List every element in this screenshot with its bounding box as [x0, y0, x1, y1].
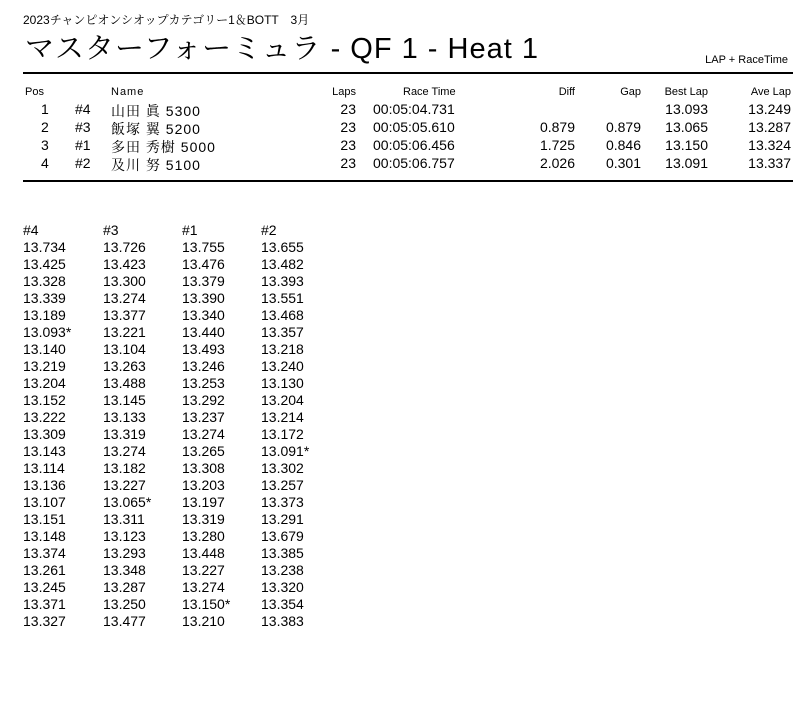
lap-time-cell: 13.253	[182, 375, 225, 391]
lap-time-cell: 13.203	[182, 477, 225, 493]
lap-time-cell: 13.280	[182, 528, 225, 544]
pos-cell: 2	[41, 119, 49, 135]
lap-time-cell: 13.238	[261, 562, 304, 578]
lap-time-cell: 13.319	[182, 511, 225, 527]
results-divider	[23, 180, 793, 182]
lap-time-cell: 13.354	[261, 596, 304, 612]
lap-time-cell: 13.148	[23, 528, 66, 544]
ave-lap-cell: 13.324	[748, 137, 791, 153]
lap-time-cell: 13.240	[261, 358, 304, 374]
lap-time-cell: 13.755	[182, 239, 225, 255]
race-time-cell: 00:05:06.757	[373, 155, 455, 171]
lap-time-cell: 13.182	[103, 460, 146, 476]
number-cell: #3	[75, 119, 91, 135]
lap-time-cell: 13.123	[103, 528, 146, 544]
name-cell: 山田 眞 5300	[111, 103, 201, 119]
gap-cell: 0.879	[605, 119, 641, 135]
lap-time-cell: 13.204	[23, 375, 66, 391]
lap-time-cell: 13.214	[261, 409, 304, 425]
page-title: マスターフォーミュラ - QF 1 - Heat 1	[25, 33, 539, 65]
lap-time-cell: 13.423	[103, 256, 146, 272]
lap-time-cell: 13.348	[103, 562, 146, 578]
ave-lap-header: Ave Lap	[750, 86, 791, 98]
result-row	[23, 119, 793, 137]
lap-time-cell: 13.218	[261, 341, 304, 357]
best-lap-cell: 13.065	[665, 119, 708, 135]
laps-cell: 23	[340, 119, 356, 135]
best-lap-header: Best Lap	[664, 86, 708, 98]
lap-time-cell: 13.291	[261, 511, 304, 527]
lap-time-cell: 13.679	[261, 528, 304, 544]
number-cell: #4	[75, 101, 91, 117]
pos-cell: 3	[41, 137, 49, 153]
diff-header: Diff	[558, 86, 575, 98]
lap-time-cell: 13.107	[23, 494, 66, 510]
gap-header: Gap	[620, 86, 641, 98]
lap-time-cell: 13.093*	[23, 324, 72, 340]
lap-time-cell: 13.309	[23, 426, 66, 442]
race-time-cell: 00:05:06.456	[373, 137, 455, 153]
name-cell: 及川 努 5100	[111, 157, 201, 173]
lap-time-cell: 13.302	[261, 460, 304, 476]
lap-time-cell: 13.274	[103, 290, 146, 306]
lap-time-cell: 13.468	[261, 307, 304, 323]
lap-time-cell: 13.150*	[182, 596, 231, 612]
laps-cell: 23	[340, 155, 356, 171]
lap-time-cell: 13.477	[103, 613, 146, 629]
lap-time-cell: 13.210	[182, 613, 225, 629]
lap-time-cell: 13.287	[103, 579, 146, 595]
header-divider	[23, 72, 793, 74]
lap-time-cell: 13.065*	[103, 494, 152, 510]
result-row	[23, 155, 793, 173]
laps-cell: 23	[340, 101, 356, 117]
lap-time-cell: 13.143	[23, 443, 66, 459]
lap-time-cell: 13.551	[261, 290, 304, 306]
lap-time-cell: 13.189	[23, 307, 66, 323]
lap-time-cell: 13.655	[261, 239, 304, 255]
lap-time-cell: 13.261	[23, 562, 66, 578]
lap-time-cell: 13.104	[103, 341, 146, 357]
lap-time-cell: 13.130	[261, 375, 304, 391]
lap-time-cell: 13.250	[103, 596, 146, 612]
lap-time-cell: 13.390	[182, 290, 225, 306]
race-time-header: Race Time	[403, 86, 456, 98]
laps-cell: 23	[340, 137, 356, 153]
lap-time-cell: 13.377	[103, 307, 146, 323]
diff-cell: 0.879	[539, 119, 575, 135]
result-row	[23, 137, 793, 155]
lap-time-cell: 13.328	[23, 273, 66, 289]
lap-time-cell: 13.293	[103, 545, 146, 561]
lap-time-cell: 13.204	[261, 392, 304, 408]
number-cell: #2	[75, 155, 91, 171]
lap-time-cell: 13.311	[103, 511, 145, 527]
lap-time-cell: 13.136	[23, 477, 66, 493]
ave-lap-cell: 13.249	[748, 101, 791, 117]
lap-time-cell: 13.265	[182, 443, 225, 459]
lap-time-cell: 13.221	[103, 324, 146, 340]
pos-cell: 4	[41, 155, 49, 171]
kart-4-header: #4	[23, 222, 39, 238]
diff-cell: 1.725	[539, 137, 575, 153]
kart-2-header: #2	[261, 222, 277, 238]
kart-3-header: #3	[103, 222, 119, 238]
lap-time-cell: 13.425	[23, 256, 66, 272]
lap-time-cell: 13.114	[23, 460, 65, 476]
lap-time-cell: 13.385	[261, 545, 304, 561]
result-row	[23, 101, 793, 119]
best-lap-cell: 13.150	[665, 137, 708, 153]
timing-mode-label: LAP + RaceTime	[705, 54, 788, 66]
best-lap-cell: 13.091	[665, 155, 708, 171]
lap-time-cell: 13.340	[182, 307, 225, 323]
lap-time-cell: 13.726	[103, 239, 146, 255]
lap-time-cell: 13.339	[23, 290, 66, 306]
lap-time-cell: 13.308	[182, 460, 225, 476]
lap-time-cell: 13.274	[103, 443, 146, 459]
lap-time-cell: 13.357	[261, 324, 304, 340]
lap-time-cell: 13.172	[261, 426, 304, 442]
pos-header: Pos	[25, 86, 44, 98]
lap-time-cell: 13.219	[23, 358, 66, 374]
lap-time-cell: 13.371	[23, 596, 66, 612]
lap-time-cell: 13.319	[103, 426, 146, 442]
lap-time-cell: 13.227	[103, 477, 146, 493]
lap-time-cell: 13.379	[182, 273, 225, 289]
lap-time-cell: 13.274	[182, 579, 225, 595]
lap-time-cell: 13.197	[182, 494, 225, 510]
lap-time-cell: 13.292	[182, 392, 225, 408]
lap-time-cell: 13.227	[182, 562, 225, 578]
lap-time-cell: 13.383	[261, 613, 304, 629]
name-cell: 飯塚 翼 5200	[111, 121, 201, 137]
lap-time-cell: 13.140	[23, 341, 66, 357]
lap-time-cell: 13.320	[261, 579, 304, 595]
lap-time-cell: 13.476	[182, 256, 225, 272]
pos-cell: 1	[41, 101, 49, 117]
lap-time-cell: 13.488	[103, 375, 146, 391]
race-time-cell: 00:05:04.731	[373, 101, 455, 117]
lap-time-cell: 13.151	[23, 511, 66, 527]
lap-time-cell: 13.393	[261, 273, 304, 289]
lap-time-cell: 13.222	[23, 409, 66, 425]
lap-time-cell: 13.493	[182, 341, 225, 357]
lap-time-cell: 13.374	[23, 545, 66, 561]
diff-cell: 2.026	[539, 155, 575, 171]
lap-time-cell: 13.152	[23, 392, 66, 408]
name-cell: 多田 秀樹 5000	[111, 139, 216, 155]
lap-time-cell: 13.245	[23, 579, 66, 595]
laps-header: Laps	[332, 86, 356, 98]
gap-cell: 0.846	[605, 137, 641, 153]
number-cell: #1	[75, 137, 91, 153]
series-title: 2023チャンピオンシオップカテゴリー1＆BOTT 3月	[23, 13, 310, 27]
lap-time-cell: 13.482	[261, 256, 304, 272]
lap-time-cell: 13.440	[182, 324, 225, 340]
lap-time-cell: 13.257	[261, 477, 304, 493]
best-lap-cell: 13.093	[665, 101, 708, 117]
ave-lap-cell: 13.337	[748, 155, 791, 171]
lap-time-cell: 13.734	[23, 239, 66, 255]
lap-time-cell: 13.133	[103, 409, 146, 425]
lap-time-cell: 13.327	[23, 613, 66, 629]
ave-lap-cell: 13.287	[748, 119, 791, 135]
lap-time-cell: 13.145	[103, 392, 146, 408]
lap-time-cell: 13.448	[182, 545, 225, 561]
lap-time-cell: 13.274	[182, 426, 225, 442]
kart-1-header: #1	[182, 222, 198, 238]
name-header: Name	[111, 86, 145, 98]
lap-time-cell: 13.237	[182, 409, 225, 425]
race-time-cell: 00:05:05.610	[373, 119, 455, 135]
lap-time-cell: 13.091*	[261, 443, 310, 459]
lap-time-cell: 13.263	[103, 358, 146, 374]
lap-time-cell: 13.300	[103, 273, 146, 289]
lap-time-cell: 13.373	[261, 494, 304, 510]
gap-cell: 0.301	[605, 155, 641, 171]
lap-time-cell: 13.246	[182, 358, 225, 374]
